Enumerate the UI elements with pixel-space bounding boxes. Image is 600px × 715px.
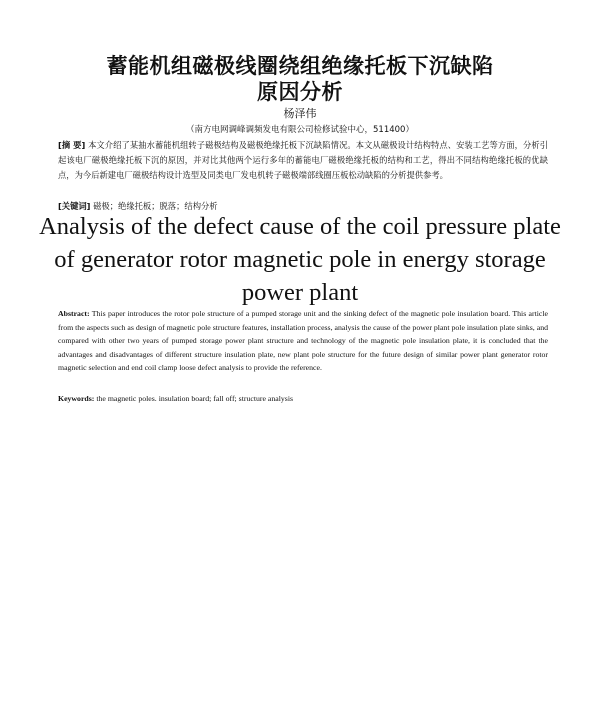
english-title: Analysis of the defect cause of the coil pressure plate of generator rotor magnetic pole in energy storage power plant: [39, 213, 561, 306]
english-keywords-label: Keywords:: [58, 394, 95, 403]
english-keywords: [58, 393, 548, 405]
english-keywords-text: the magnetic poles. insulation board; fall off; structure analysis: [96, 394, 294, 403]
english-abstract-text: This paper introduces the rotor pole structure of a pumped storage unit and the sinking defect of the magnetic pole insulation board. This article from the aspects such as design of magnetic pole structure features, installation process, analysis the cause of the power plant pole insulation plate sinks, and compared with other two years of pumped storage power plant structure and technology of the magnetic pole insulation plate, it is concluded that the advantages and disadvantages of different structure insulation plate, new plant pole structure for the future design of similar power plant generator rotor magnetic selection and end coil clamp loose defect analysis to provide the reference.: [58, 309, 549, 373]
english-abstract: [58, 307, 548, 375]
chinese-abstract-text: 本文介绍了某抽水蓄能机组转子磁极结构及磁极绝缘托板下沉缺陷情况。本文从磁极设计结构特点、安装工艺等方面，分析引起该电厂磁极绝缘托板下沉的原因，并对比其他两个运行多年的蓄能电厂磁极绝缘托板的结构和工艺，得出不同结构绝缘托板的优缺点，为今后新建电厂磁极结构设计选型及同类电厂发电机转子磁极端部线圈压板松动缺陷的分析提供参考。: [58, 140, 548, 180]
chinese-abstract-label: [摘 要]: [58, 140, 86, 150]
chinese-keywords-text: 磁极；绝缘托板；脱落；结构分析: [93, 201, 218, 211]
chinese-abstract: [58, 138, 548, 183]
chinese-title-line-1: 蓄能机组磁极线圈绕组绝缘托板下沉缺陷: [106, 54, 494, 78]
author-affiliation: （南方电网调峰调频发电有限公司检修试验中心，511400）: [186, 125, 414, 135]
author-name: 杨泽伟: [283, 107, 317, 120]
english-abstract-label: Abstract:: [58, 309, 90, 318]
chinese-keywords-label: [关键词]: [58, 201, 91, 211]
chinese-title-line-2: 原因分析: [257, 80, 343, 104]
